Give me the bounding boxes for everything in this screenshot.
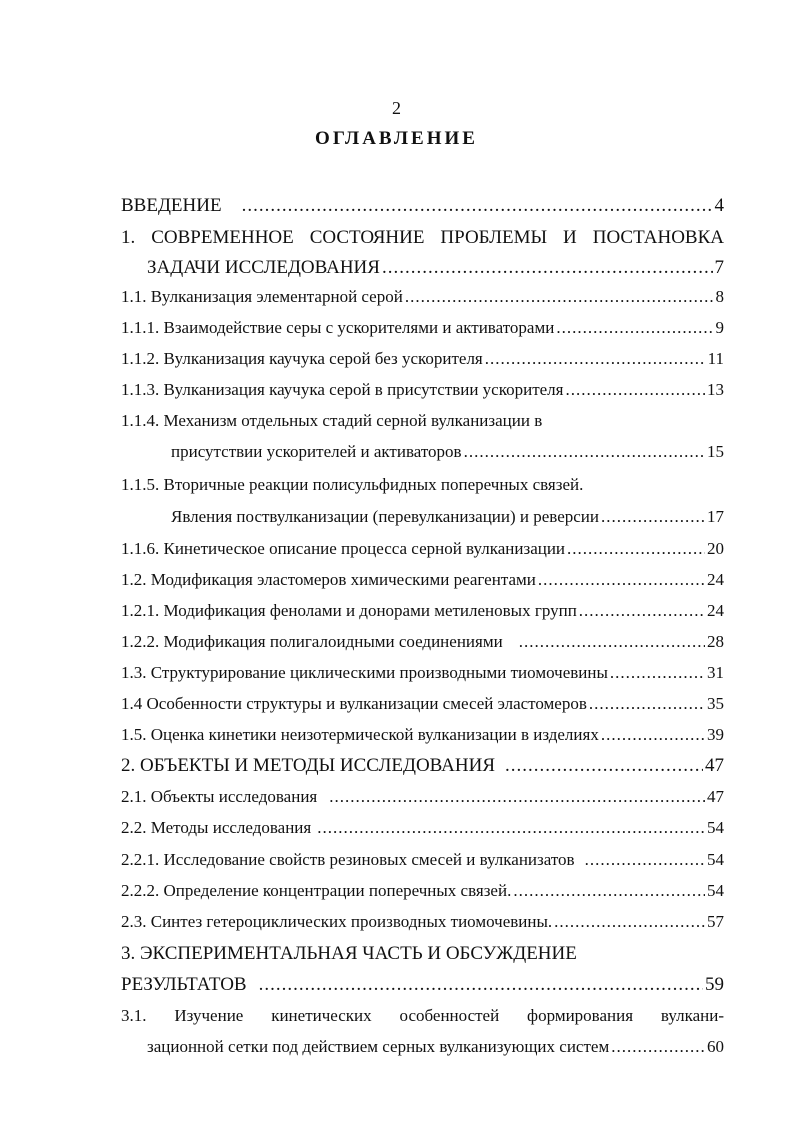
- toc-entry-page: 28: [707, 632, 724, 651]
- toc-leader: [579, 600, 705, 622]
- toc-entry-1-2-2[interactable]: [121, 631, 724, 653]
- toc-entry-text: 2.2. Методы исследования: [121, 818, 312, 837]
- toc-entry-1-4[interactable]: [121, 693, 724, 715]
- toc-entry-text: 1.1.4. Механизм отдельных стадий серной вулканизации в: [121, 411, 543, 430]
- toc-entry-text: 1.2. Модификация эластомеров химическими реагентами: [121, 570, 536, 589]
- toc-entry-page: 17: [707, 507, 724, 526]
- toc-leader: [556, 317, 713, 339]
- toc-entry-page: 24: [707, 601, 724, 620]
- toc-entry-1-1-5-line1[interactable]: [121, 474, 724, 496]
- toc-entry-text: присутствии ускорителей и активаторов: [171, 442, 462, 461]
- toc-entry-text: 2.2.2. Определение концентрации поперечных связей.: [121, 881, 512, 900]
- toc-leader: [505, 754, 703, 778]
- toc-entry-page: 47: [705, 755, 724, 776]
- toc-leader: [405, 286, 714, 308]
- toc-leader: [513, 880, 705, 902]
- toc-entry-2-2[interactable]: [121, 817, 724, 839]
- toc-entry-page: 57: [707, 912, 724, 931]
- toc-entry-1-1-3[interactable]: [121, 379, 724, 401]
- toc-leader: [554, 911, 705, 933]
- toc-entry-2-1[interactable]: [121, 786, 724, 808]
- toc-entry-page: 31: [707, 663, 724, 682]
- toc-entry-page: 35: [707, 694, 724, 713]
- toc-entry-text: 3.1. Изучение кинетических особенностей формирования вулкани-: [121, 1006, 724, 1025]
- toc-title: ОГЛАВЛЕНИЕ: [315, 128, 478, 149]
- toc-entry-page: 4: [714, 195, 724, 216]
- toc-entry-page: 54: [707, 818, 724, 837]
- toc-leader: [382, 256, 713, 280]
- toc-entry-1-3[interactable]: [121, 662, 724, 684]
- toc-entry-chapter-3-line1[interactable]: [121, 942, 724, 966]
- toc-leader: [519, 631, 705, 653]
- toc-leader: [242, 194, 713, 218]
- toc-entry-page: 54: [707, 850, 724, 869]
- toc-entry-text: 1. СОВРЕМЕННОЕ СОСТОЯНИЕ ПРОБЛЕМЫ И ПОСТАНОВКА: [121, 227, 724, 248]
- toc-entry-1-1-4[interactable]: [171, 441, 724, 463]
- toc-entry-text: 3. ЭКСПЕРИМЕНТАЛЬНАЯ ЧАСТЬ И ОБСУЖДЕНИЕ: [121, 943, 577, 964]
- toc-entry-page: 47: [707, 787, 724, 806]
- toc-entry-text: 1.1.5. Вторичные реакции полисульфидных поперечных связей.: [121, 475, 584, 494]
- toc-entry-text: 2. ОБЪЕКТЫ И МЕТОДЫ ИССЛЕДОВАНИЯ: [121, 755, 495, 776]
- toc-entry-page: 9: [715, 318, 724, 337]
- toc-entry-text: 1.2.2. Модификация полигалоидными соединениями: [121, 632, 503, 651]
- toc-leader: [567, 538, 705, 560]
- toc-leader: [485, 348, 706, 370]
- toc-entry-page: 54: [707, 881, 724, 900]
- toc-entry-1-1-4-line1[interactable]: [121, 410, 724, 432]
- toc-leader: [610, 662, 705, 684]
- toc-entry-chapter-2[interactable]: [121, 754, 724, 778]
- toc-entry-page: 39: [707, 725, 724, 744]
- toc-entry-text: 1.4 Особенности структуры и вулканизации смесей эластомеров: [121, 694, 587, 713]
- toc-entry-text: 1.2.1. Модификация фенолами и донорами метиленовых групп: [121, 601, 577, 620]
- toc-entry-text: зационной сетки под действием серных вулканизующих систем: [147, 1037, 610, 1056]
- toc-entry-1-1-6[interactable]: [121, 538, 724, 560]
- toc-leader: [601, 506, 705, 528]
- toc-entry-chapter-1-line1[interactable]: [121, 226, 724, 250]
- toc-entry-page: 59: [705, 974, 724, 995]
- toc-entry-page: 60: [707, 1037, 724, 1056]
- toc-entry-1-1[interactable]: [121, 286, 724, 308]
- toc-leader: [611, 1036, 705, 1058]
- toc-entry-1-5[interactable]: [121, 724, 724, 746]
- toc-entry-text: 2.1. Объекты исследования: [121, 787, 318, 806]
- toc-entry-text: 1.1.2. Вулканизация каучука серой без ускорителя: [121, 349, 483, 368]
- toc-entry-text: Явления поствулканизации (перевулканизации) и реверсии: [171, 507, 600, 526]
- toc-entry-text: 1.1. Вулканизация элементарной серой: [121, 287, 403, 306]
- toc-entry-text: 1.1.1. Взаимодействие серы с ускорителями и активаторами: [121, 318, 555, 337]
- toc-entry-text: РЕЗУЛЬТАТОВ: [121, 974, 247, 995]
- toc-entry-page: 8: [715, 287, 724, 306]
- toc-entry-page: 15: [707, 442, 724, 461]
- toc-leader: [566, 379, 706, 401]
- toc-entry-page: 24: [707, 570, 724, 589]
- toc-entry-chapter-1[interactable]: [147, 256, 724, 280]
- toc-entry-page: 13: [707, 380, 724, 399]
- toc-leader: [538, 569, 705, 591]
- toc-entry-1-1-5[interactable]: [171, 506, 724, 528]
- toc-entry-text: 2.2.1. Исследование свойств резиновых смесей и вулканизатов: [121, 850, 575, 869]
- toc-leader: [585, 849, 705, 871]
- toc-entry-page: 11: [707, 349, 724, 368]
- toc-leader: [589, 693, 705, 715]
- toc-entry-1-1-1[interactable]: [121, 317, 724, 339]
- toc-entry-page: 7: [714, 257, 724, 278]
- page-number: 2: [392, 98, 401, 118]
- toc-entry-1-2-1[interactable]: [121, 600, 724, 622]
- toc-entry-1-2[interactable]: [121, 569, 724, 591]
- toc-entry-introduction[interactable]: [121, 194, 724, 218]
- toc-entry-text: ЗАДАЧИ ИССЛЕДОВАНИЯ: [147, 257, 380, 278]
- toc-leader: [464, 441, 705, 463]
- toc-entry-chapter-3[interactable]: [121, 973, 724, 997]
- toc-entry-text: 1.3. Структурирование циклическими производными тиомочевины: [121, 663, 608, 682]
- toc-leader: [329, 786, 705, 808]
- toc-entry-2-2-1[interactable]: [121, 849, 724, 871]
- toc-leader: [317, 817, 705, 839]
- toc-entry-3-1[interactable]: [147, 1036, 724, 1058]
- toc-entry-1-1-2[interactable]: [121, 348, 724, 370]
- toc-entry-3-1-line1[interactable]: [121, 1005, 724, 1027]
- toc-entry-text: 1.1.6. Кинетическое описание процесса серной вулканизации: [121, 539, 566, 558]
- toc-entry-text: 1.5. Оценка кинетики неизотермической вулканизации в изделиях: [121, 725, 599, 744]
- toc-leader: [259, 973, 703, 997]
- toc-entry-text: 1.1.3. Вулканизация каучука серой в присутствии ускорителя: [121, 380, 564, 399]
- toc-entry-text: ВВЕДЕНИЕ: [121, 195, 222, 216]
- toc-entry-page: 20: [707, 539, 724, 558]
- toc-entry-text: 2.3. Синтез гетероциклических производных тиомочевины.: [121, 912, 553, 931]
- toc-entry-2-2-2[interactable]: [121, 880, 724, 902]
- toc-entry-2-3[interactable]: [121, 911, 724, 933]
- toc-leader: [601, 724, 705, 746]
